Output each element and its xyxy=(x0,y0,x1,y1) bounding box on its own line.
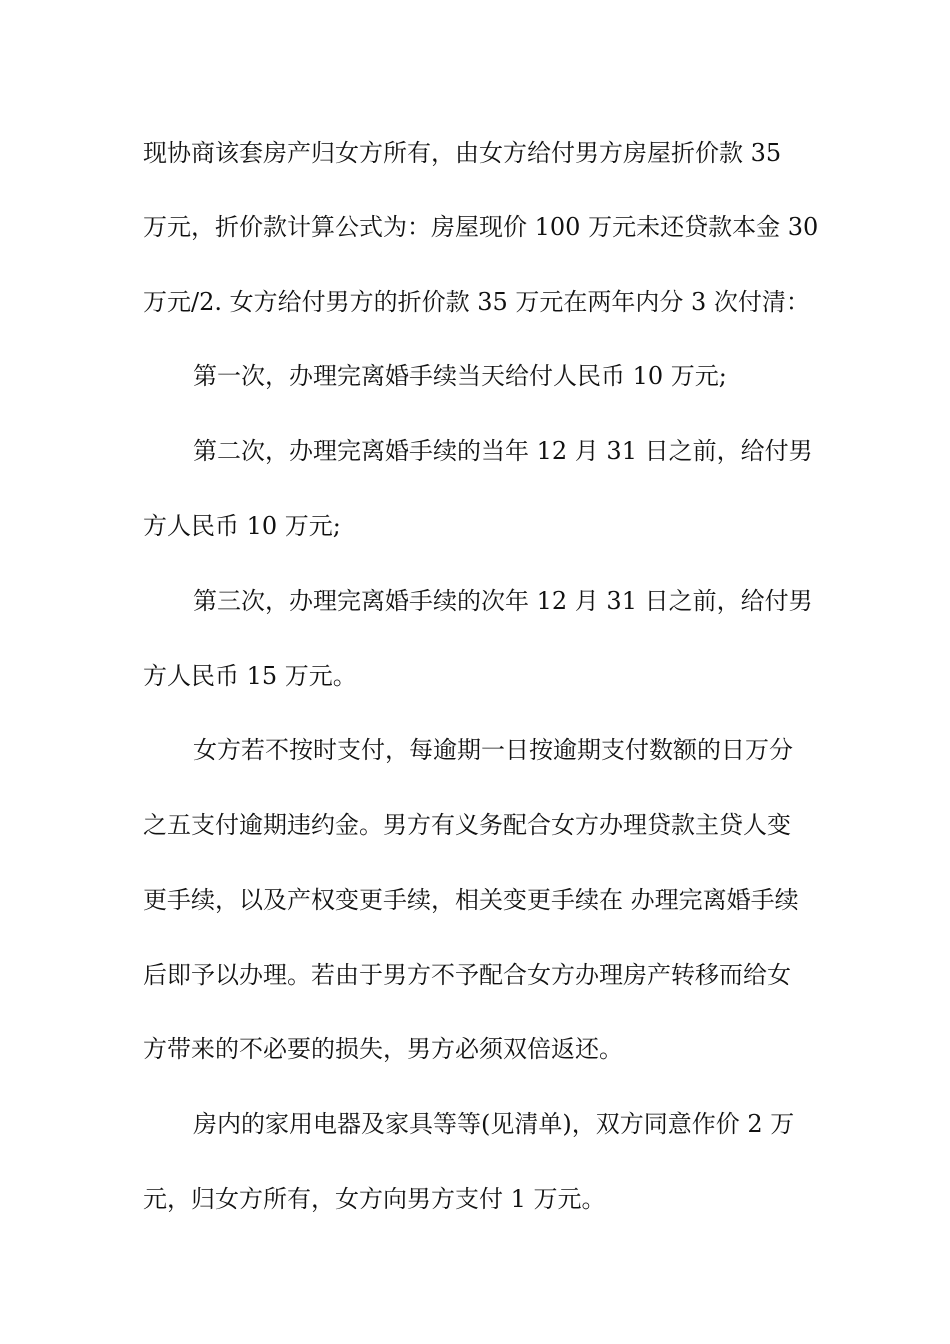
text-line: 万元/2. 女方给付男方的折价款 35 万元在两年内分 3 次付清： xyxy=(143,288,810,316)
text-line: 元，归女方所有，女方向男方支付 1 万元。 xyxy=(143,1185,606,1213)
text-line: 现协商该套房产归女方所有，由女方给付男方房屋折价款 35 xyxy=(143,139,782,167)
text-line: 更手续，以及产权变更手续，相关变更手续在 办理完离婚手续 xyxy=(143,886,799,914)
text-line: 第一次，办理完离婚手续当天给付人民币 10 万元; xyxy=(193,362,727,390)
text-line: 方人民币 10 万元; xyxy=(143,512,341,540)
text-line: 方人民币 15 万元。 xyxy=(143,662,357,690)
text-line: 女方若不按时支付，每逾期一日按逾期支付数额的日万分 xyxy=(193,736,793,764)
text-line: 后即予以办理。若由于男方不予配合女方办理房产转移而给女 xyxy=(143,961,791,989)
text-line: 第三次，办理完离婚手续的次年 12 月 31 日之前，给付男 xyxy=(193,587,813,615)
text-line: 房内的家用电器及家具等等(见清单)，双方同意作价 2 万 xyxy=(193,1110,795,1138)
text-line: 万元，折价款计算公式为：房屋现价 100 万元未还贷款本金 30 xyxy=(143,213,819,241)
text-line: 方带来的不必要的损失，男方必须双倍返还。 xyxy=(143,1035,623,1063)
text-line: 第二次，办理完离婚手续的当年 12 月 31 日之前，给付男 xyxy=(193,437,813,465)
text-line: 之五支付逾期违约金。男方有义务配合女方办理贷款主贷人变 xyxy=(143,811,791,839)
